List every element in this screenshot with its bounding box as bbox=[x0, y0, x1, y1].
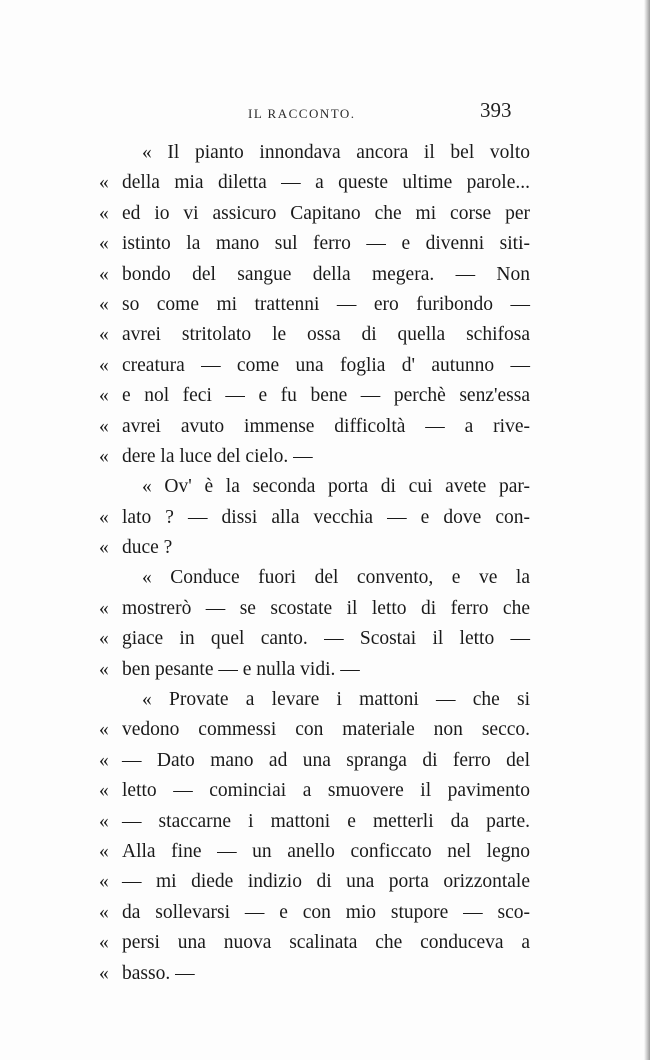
line-quote-mark: « bbox=[99, 202, 109, 224]
text-line bbox=[0, 594, 650, 624]
text-line bbox=[0, 807, 650, 837]
line-text: letto — cominciai a smuovere il pavimento bbox=[122, 780, 530, 802]
text-line bbox=[0, 837, 650, 867]
line-text: basso. — bbox=[122, 962, 195, 984]
line-quote-mark: « bbox=[99, 445, 109, 467]
line-quote-mark: « bbox=[99, 719, 109, 741]
line-text: creatura — come una foglia d' autunno — bbox=[122, 354, 530, 376]
text-line bbox=[0, 746, 650, 776]
line-text: ed io vi assicuro Capitano che mi corse per bbox=[122, 202, 530, 224]
text-line bbox=[0, 533, 650, 563]
line-quote-mark: « bbox=[99, 415, 109, 437]
page-number: 393 bbox=[480, 98, 512, 122]
line-text: mostrerò — se scostate il letto di ferro che bbox=[122, 597, 530, 619]
line-text: bondo del sangue della megera. — Non bbox=[122, 263, 530, 285]
line-text: — mi diede indizio di una porta orizzontale bbox=[122, 871, 530, 893]
text-line bbox=[0, 138, 650, 168]
line-text: ben pesante — e nulla vidi. — bbox=[122, 658, 360, 680]
line-text: giace in quel canto. — Scostai il letto — bbox=[122, 628, 530, 650]
line-text: Alla fine — un anello conficcato nel legno bbox=[122, 840, 530, 862]
line-quote-mark: « bbox=[99, 901, 109, 923]
line-quote-mark: « bbox=[99, 385, 109, 407]
line-text: dere la luce del cielo. — bbox=[122, 445, 313, 467]
line-quote-mark: « bbox=[99, 628, 109, 650]
line-quote-mark: « bbox=[99, 263, 109, 285]
line-quote-mark: « bbox=[99, 810, 109, 832]
page-header bbox=[0, 98, 650, 128]
line-quote-mark: « bbox=[99, 597, 109, 619]
line-quote-mark: « bbox=[99, 537, 109, 559]
line-quote-mark: « bbox=[99, 172, 109, 194]
line-text: vedono commessi con materiale non secco. bbox=[122, 719, 530, 741]
line-text: da sollevarsi — e con mio stupore — sco- bbox=[122, 901, 530, 923]
text-line bbox=[0, 928, 650, 958]
text-line bbox=[0, 959, 650, 989]
line-quote-mark: « bbox=[99, 354, 109, 376]
line-text: « Provate a levare i mattoni — che si bbox=[142, 689, 530, 711]
line-text: persi una nuova scalinata che conduceva a bbox=[122, 932, 530, 954]
line-quote-mark: « bbox=[99, 780, 109, 802]
line-quote-mark: « bbox=[99, 962, 109, 984]
text-line bbox=[0, 867, 650, 897]
text-line bbox=[0, 442, 650, 472]
text-line bbox=[0, 715, 650, 745]
line-text: « Ov' è la seconda porta di cui avete par- bbox=[142, 476, 530, 498]
text-line bbox=[0, 624, 650, 654]
line-quote-mark: « bbox=[99, 871, 109, 893]
text-line bbox=[0, 898, 650, 928]
text-line bbox=[0, 655, 650, 685]
body-text bbox=[0, 138, 650, 989]
running-title: IL RACCONTO. bbox=[248, 106, 356, 121]
line-quote-mark: « bbox=[99, 932, 109, 954]
text-line bbox=[0, 472, 650, 502]
line-text: e nol feci — e fu bene — perchè senz'essa bbox=[122, 385, 530, 407]
text-line bbox=[0, 503, 650, 533]
line-quote-mark: « bbox=[99, 324, 109, 346]
line-text: della mia diletta — a queste ultime parole... bbox=[122, 172, 530, 194]
text-line bbox=[0, 168, 650, 198]
line-text: lato ? — dissi alla vecchia — e dove con- bbox=[122, 506, 530, 528]
line-text: « Conduce fuori del convento, e ve la bbox=[142, 567, 530, 589]
line-text: so come mi trattenni — ero furibondo — bbox=[122, 293, 530, 315]
text-line bbox=[0, 229, 650, 259]
line-text: istinto la mano sul ferro — e divenni siti- bbox=[122, 233, 530, 255]
text-line bbox=[0, 351, 650, 381]
text-line bbox=[0, 290, 650, 320]
line-text: avrei stritolato le ossa di quella schifosa bbox=[122, 324, 530, 346]
line-quote-mark: « bbox=[99, 293, 109, 315]
line-quote-mark: « bbox=[99, 233, 109, 255]
line-text: duce ? bbox=[122, 537, 173, 559]
line-quote-mark: « bbox=[99, 658, 109, 680]
text-line bbox=[0, 381, 650, 411]
text-line bbox=[0, 260, 650, 290]
line-quote-mark: « bbox=[99, 506, 109, 528]
line-text: — Dato mano ad una spranga di ferro del bbox=[122, 749, 530, 771]
line-text: avrei avuto immense difficoltà — a rive- bbox=[122, 415, 530, 437]
text-line bbox=[0, 776, 650, 806]
line-text: — staccarne i mattoni e metterli da parte. bbox=[122, 810, 530, 832]
text-line bbox=[0, 412, 650, 442]
text-line bbox=[0, 199, 650, 229]
text-line bbox=[0, 320, 650, 350]
text-line bbox=[0, 563, 650, 593]
line-quote-mark: « bbox=[99, 840, 109, 862]
text-line bbox=[0, 685, 650, 715]
line-text: « Il pianto innondava ancora il bel volto bbox=[142, 142, 530, 163]
line-quote-mark: « bbox=[99, 749, 109, 771]
